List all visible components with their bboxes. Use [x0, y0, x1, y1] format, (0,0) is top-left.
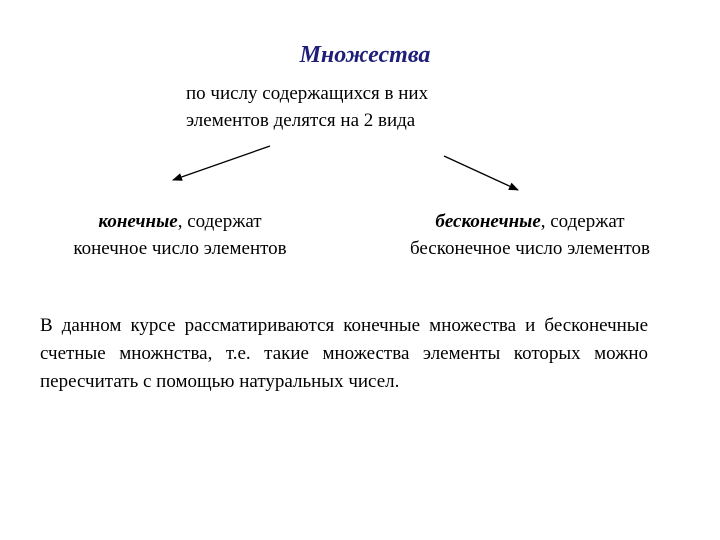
finite-sets-term: конечные — [98, 211, 178, 232]
subtitle-line-2: элементов делятся на 2 вида — [186, 110, 416, 131]
infinite-sets-line-2: бесконечное число элементов — [409, 238, 651, 259]
infinite-sets-line-1 — [370, 208, 690, 235]
slide-title: Множества — [299, 42, 431, 68]
infinite-sets-term: бесконечные — [435, 211, 541, 232]
course-note-paragraph: В данном курсе рассматириваются конечные множества и бесконечные счетные множнства, т.е. такие множества элементы которых можно пересчитать с помощью натуральных чисел. — [40, 315, 648, 392]
infinite-sets-rest: , содержат — [540, 211, 625, 232]
finite-sets-line-2: конечное число элементов — [73, 238, 287, 259]
arrow-left — [173, 146, 270, 180]
arrow-right — [444, 156, 518, 190]
infinite-sets-box — [370, 208, 690, 262]
finite-sets-line-1 — [30, 208, 330, 235]
finite-sets-rest: , содержат — [177, 211, 262, 232]
finite-sets-box — [30, 208, 330, 262]
subtitle-line-1: по числу содержащихся в них — [186, 83, 429, 104]
